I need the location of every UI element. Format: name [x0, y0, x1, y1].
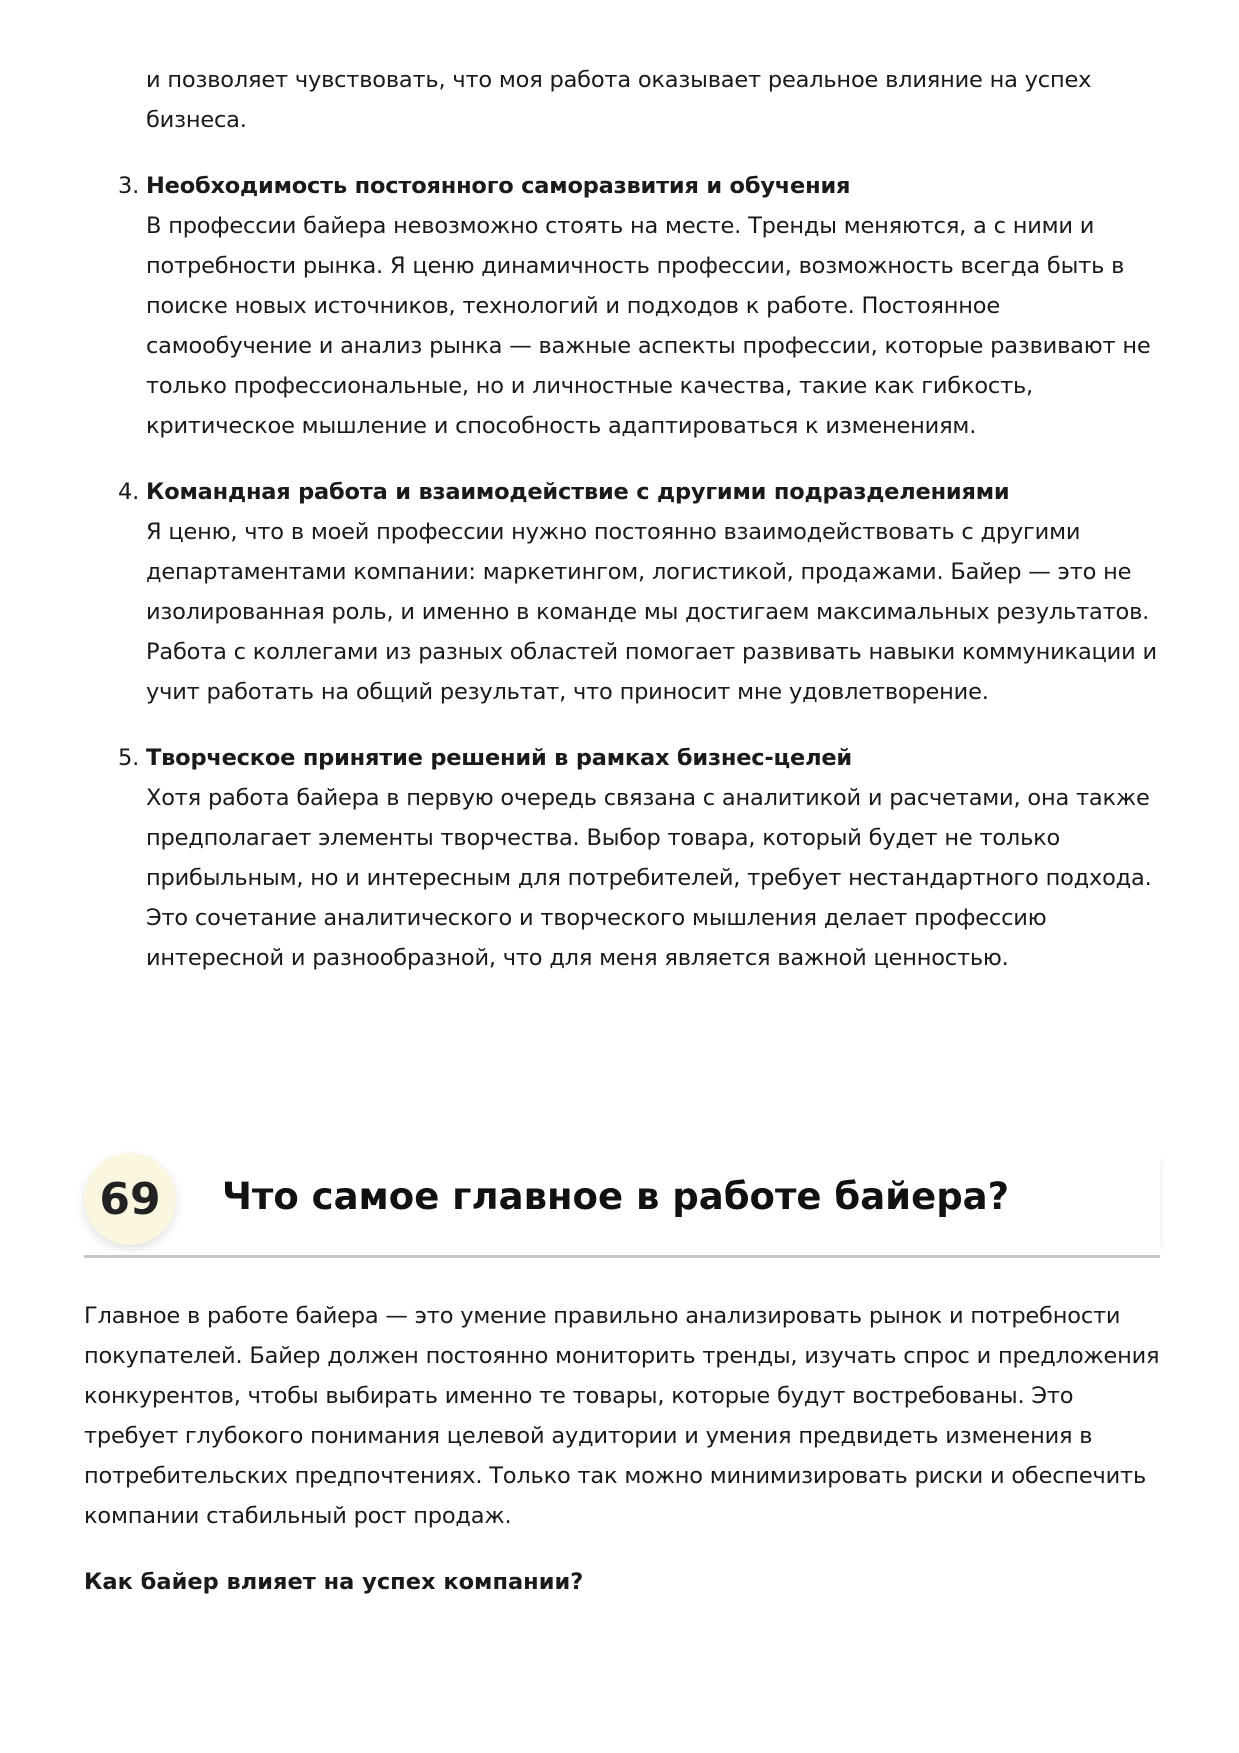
- list-item-number: 5.: [118, 745, 140, 771]
- header-divider: [84, 1255, 1160, 1258]
- list-item-body: Я ценю, что в моей профессии нужно постоянно взаимодействовать с другими департаментами компании: маркетингом, логистикой, продажами. Байер — это не изолированная роль, и именно в команде мы достигаем максимальных результатов. Работа с коллегами из разных областей помогает развивать навыки коммуникации и учит работать на общий результат, что приносит мне удовлетворение.: [146, 519, 1157, 705]
- question-title: Что самое главное в работе байера?: [222, 1175, 1010, 1218]
- subheading: Как байер влияет на успех компании?: [84, 1569, 584, 1595]
- list-item-body: Хотя работа байера в первую очередь связана с аналитикой и расчетами, она также предполагает элементы творчества. Выбор товара, который будет не только прибыльным, но и интересным для потребителей, требует нестандартного подхода. Это сочетание аналитического и творческого мышления делает профессию интересной и разнообразной, что для меня является важной ценностью.: [146, 785, 1152, 971]
- list-item-body: В профессии байера невозможно стоять на месте. Тренды меняются, а с ними и потребности рынка. Я ценю динамичность профессии, возможность всегда быть в поиске новых источников, технологий и подходов к работе. Постоянное самообучение и анализ рынка — важные аспекты профессии, которые развивают не только профессиональные, но и личностные качества, такие как гибкость, критическое мышление и способность адаптироваться к изменениям.: [146, 213, 1151, 439]
- list-item-title: Командная работа и взаимодействие с другими подразделениями: [146, 479, 1010, 505]
- list-item-title: Необходимость постоянного саморазвития и обучения: [146, 173, 851, 199]
- list-item: [118, 472, 1166, 712]
- list-item-title: Творческое принятие решений в рамках бизнес-целей: [146, 745, 852, 771]
- list-item: [118, 738, 1166, 978]
- continuation-paragraph: и позволяет чувствовать, что моя работа оказывает реальное влияние на успех бизнеса.: [146, 67, 1092, 133]
- list-item-number: 4.: [118, 479, 140, 505]
- list-item: [118, 166, 1166, 446]
- question-header: [84, 1153, 1160, 1257]
- answer-paragraph: Главное в работе байера — это умение правильно анализировать рынок и потребности покупателей. Байер должен постоянно мониторить тренды, изучать спрос и предложения конкурентов, чтобы выбирать именно те товары, которые будут востребованы. Это требует глубокого понимания целевой аудитории и умения предвидеть изменения в потребительских предпочтениях. Только так можно минимизировать риски и обеспечить компании стабильный рост продаж.: [84, 1303, 1160, 1529]
- list-item-number: 3.: [118, 173, 140, 199]
- question-number-badge: 69: [84, 1153, 176, 1245]
